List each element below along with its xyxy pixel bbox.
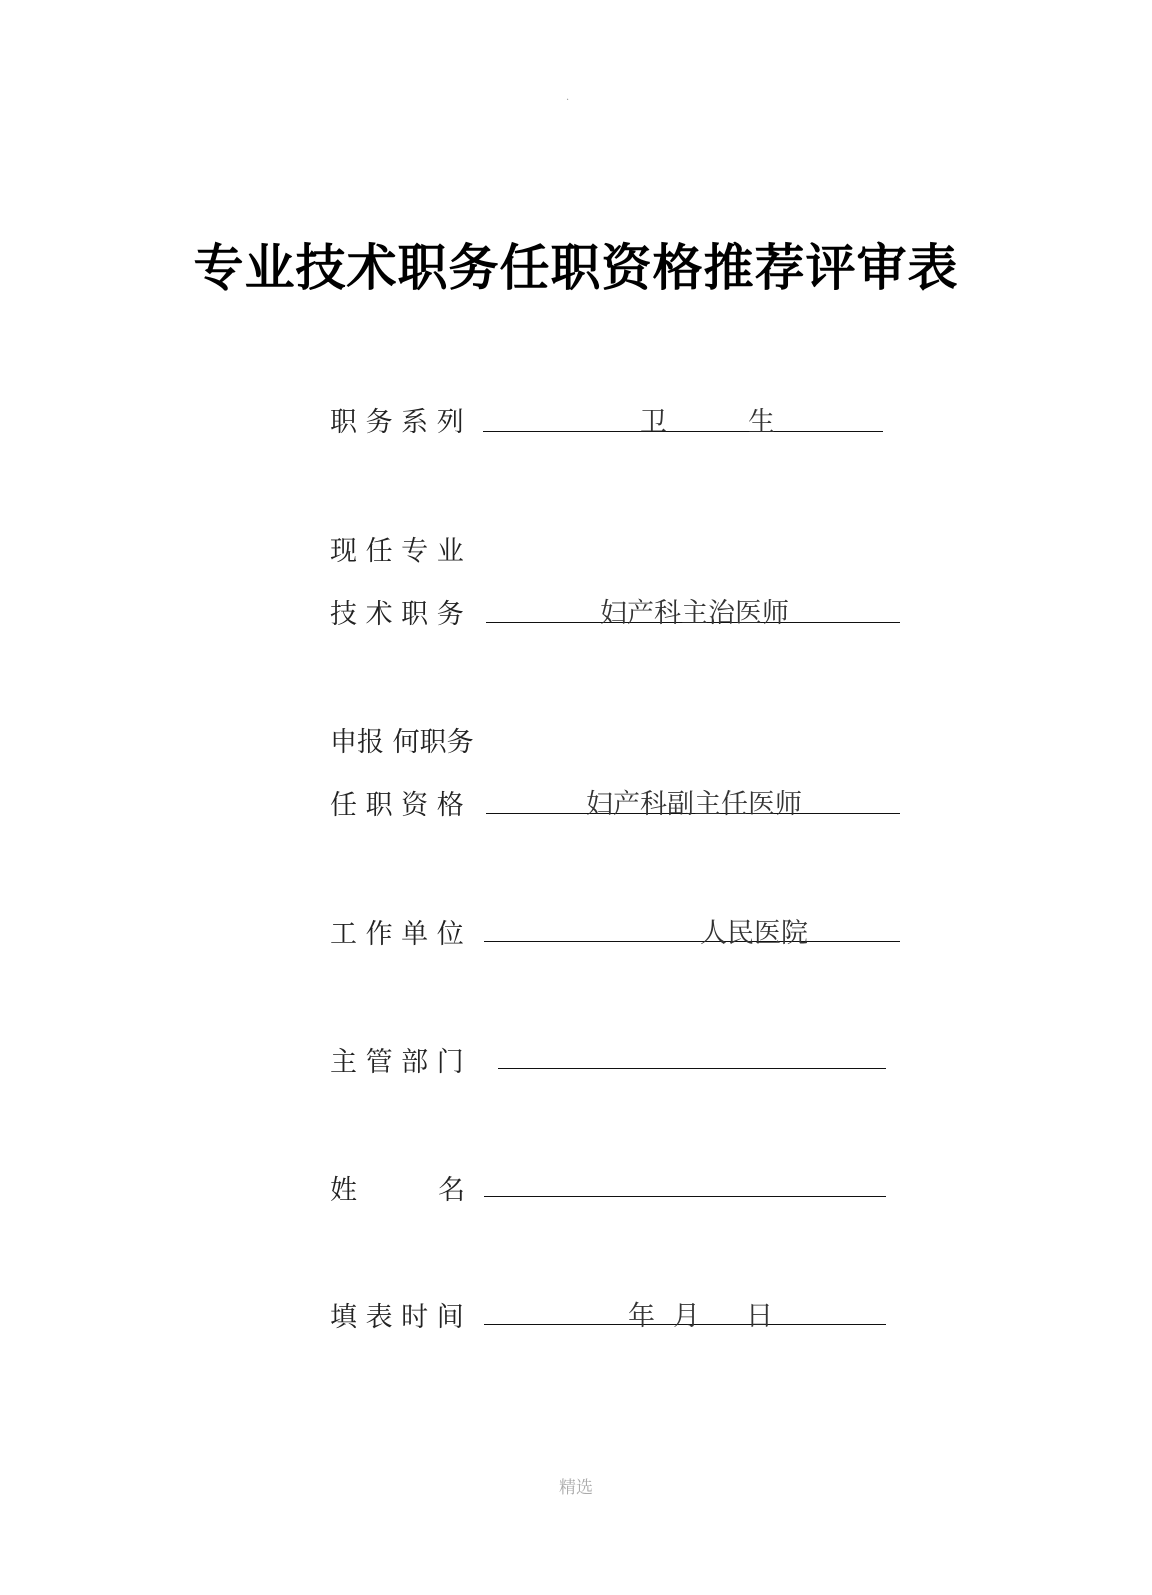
date-year-label: 年 bbox=[628, 1301, 655, 1332]
dept-label: 主 管 部 门 bbox=[330, 1047, 464, 1078]
name-label: 姓 名 bbox=[330, 1175, 465, 1206]
unit-value[interactable]: 人民医院 bbox=[700, 918, 808, 949]
dept-underline bbox=[498, 1068, 886, 1069]
header-dot: . bbox=[566, 92, 570, 103]
series-label: 职 务 系 列 bbox=[330, 407, 464, 438]
name-underline bbox=[484, 1196, 886, 1197]
current-title-value[interactable]: 妇产科主治医师 bbox=[600, 598, 789, 629]
date-label: 填 表 时 间 bbox=[330, 1302, 464, 1333]
unit-label: 工 作 单 位 bbox=[330, 919, 464, 950]
apply-value[interactable]: 妇产科副主任医师 bbox=[586, 789, 802, 820]
apply-label-line1: 申报 何职务 bbox=[330, 727, 474, 758]
footer-text: 精选 bbox=[559, 1478, 593, 1498]
apply-label-line2: 任 职 资 格 bbox=[330, 790, 464, 821]
unit-underline bbox=[484, 941, 900, 942]
current-title-label-line2: 技 术 职 务 bbox=[330, 599, 464, 630]
date-month-label: 月 bbox=[673, 1301, 700, 1332]
date-day-label: 日 bbox=[746, 1301, 773, 1332]
current-title-label-line1: 现 任 专 业 bbox=[330, 536, 464, 567]
page-title: 专业技术职务任职资格推荐评审表 bbox=[193, 239, 959, 297]
series-value[interactable]: 卫 生 bbox=[640, 407, 775, 438]
